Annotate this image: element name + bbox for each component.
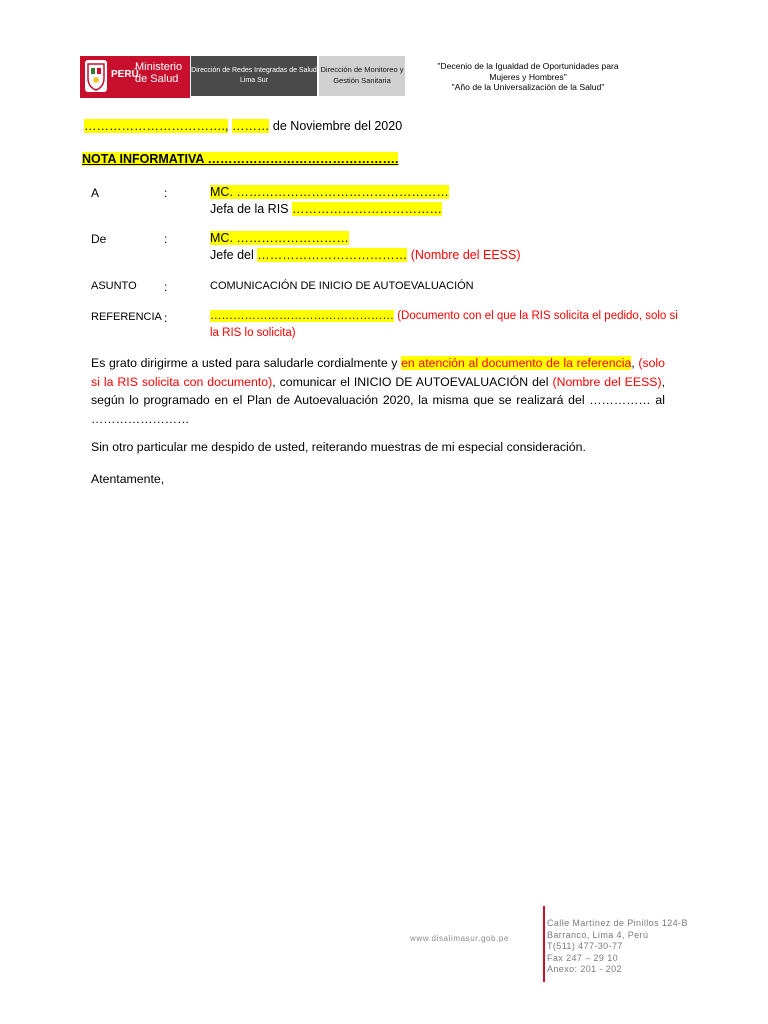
website-url[interactable]: www.disalimasur.gob.pe	[410, 934, 510, 943]
date-text: de Noviembre del 2020	[269, 119, 403, 133]
para1-red-note-2: (Nombre del EESS)	[552, 374, 662, 389]
ministerio-label	[135, 61, 182, 85]
to-role-prefix: Jefa de la RIS	[210, 202, 292, 216]
to-role	[210, 202, 442, 216]
para1-part-a: Es grato dirigirme a usted para saludarle cordialmente y	[91, 356, 402, 370]
day-blank: ………	[231, 119, 270, 133]
subject-colon: :	[164, 280, 168, 294]
peru-label: PERÚ	[111, 69, 139, 80]
reference-line-1	[210, 310, 678, 322]
from-name-text: MC. ………………………	[210, 231, 349, 245]
subject-value: COMUNICACIÓN DE INICIO DE AUTOEVALUACIÓN	[210, 280, 474, 292]
phone-line: T(511) 477-30-77	[547, 941, 623, 951]
from-role-blank: ………………………………	[257, 248, 408, 262]
from-name	[210, 231, 349, 245]
de-salud-line: de Salud	[135, 73, 179, 85]
subject-label: ASUNTO	[91, 280, 137, 292]
direccion-line-2: Gestión Sanitaria	[333, 76, 391, 85]
date-line	[84, 119, 402, 133]
para1-red-note-1: (solo si la RIS solicita con documento)	[91, 356, 665, 389]
from-role-prefix: Jefe del	[210, 248, 258, 262]
direccion-line-1: Dirección de Monitoreo y	[320, 65, 404, 74]
para1-part-b: ,	[631, 356, 635, 370]
fax-line: Fax 247 – 29 10	[547, 952, 619, 963]
reference-colon: :	[164, 311, 168, 325]
minsa-logo	[80, 56, 190, 98]
place-blank: …………………………….,	[84, 119, 229, 133]
reference-note-1: (Documento con el que la RIS solicita el pedido, solo si	[394, 310, 678, 322]
from-role	[210, 248, 521, 262]
reference-note-2: la RIS lo solicita)	[210, 327, 296, 339]
redes-integradas-block	[191, 56, 317, 96]
letterhead	[0, 0, 768, 110]
to-name-text: MC. ……………………………………………	[210, 185, 449, 199]
peru-shield-icon	[85, 60, 107, 92]
from-colon: :	[164, 232, 168, 246]
para1-highlight: en atención al documento de la referencia	[401, 356, 632, 370]
document-title: NOTA INFORMATIVA ……………………………………….	[82, 152, 399, 166]
redes-line-1: Dirección de Redes Integradas de Salud	[191, 67, 317, 74]
to-label: A	[91, 186, 100, 200]
farewell-paragraph: Sin otro particular me despido de usted, reiterando muestras de mi especial consideración.	[91, 440, 586, 454]
slogan-line-2: Mujeres y Hombres"	[489, 71, 567, 82]
direccion-monitoreo-block	[319, 56, 405, 96]
ministerio-line: Ministerio	[135, 61, 183, 73]
footer-address	[547, 918, 688, 976]
slogan-line-1: "Decenio de la Igualdad de Oportunidades para	[437, 61, 619, 71]
para1-part-d: , según lo programado en el Plan de Autoevaluación 2020, la misma que se realizará del …………… al ……………………	[91, 374, 665, 426]
footer-divider	[543, 906, 545, 982]
from-role-note: (Nombre del EESS)	[407, 248, 521, 262]
year-slogan	[420, 61, 636, 93]
extension-line: Anexo: 201 - 202	[547, 964, 622, 974]
slogan-line-3: "Año de la Universalización de la Salud"	[451, 82, 605, 92]
address-line-1: Calle Martínez de Pinillos 124-B	[547, 918, 688, 928]
redes-line-2: Lima Sur	[239, 77, 268, 84]
para1-part-c: , comunicar el INICIO DE AUTOEVALUACIÓN del	[272, 374, 553, 389]
to-role-blank: ………………………………	[292, 202, 442, 216]
closing: Atentamente,	[91, 472, 165, 486]
reference-blank: …………………………………………	[210, 310, 394, 322]
address-line-2: Barranco, Lima 4, Perú	[547, 929, 649, 940]
body-paragraph	[91, 354, 665, 428]
from-label: De	[91, 232, 107, 246]
to-name	[210, 185, 449, 199]
to-colon: :	[164, 186, 168, 200]
reference-label: REFERENCIA	[91, 311, 162, 323]
